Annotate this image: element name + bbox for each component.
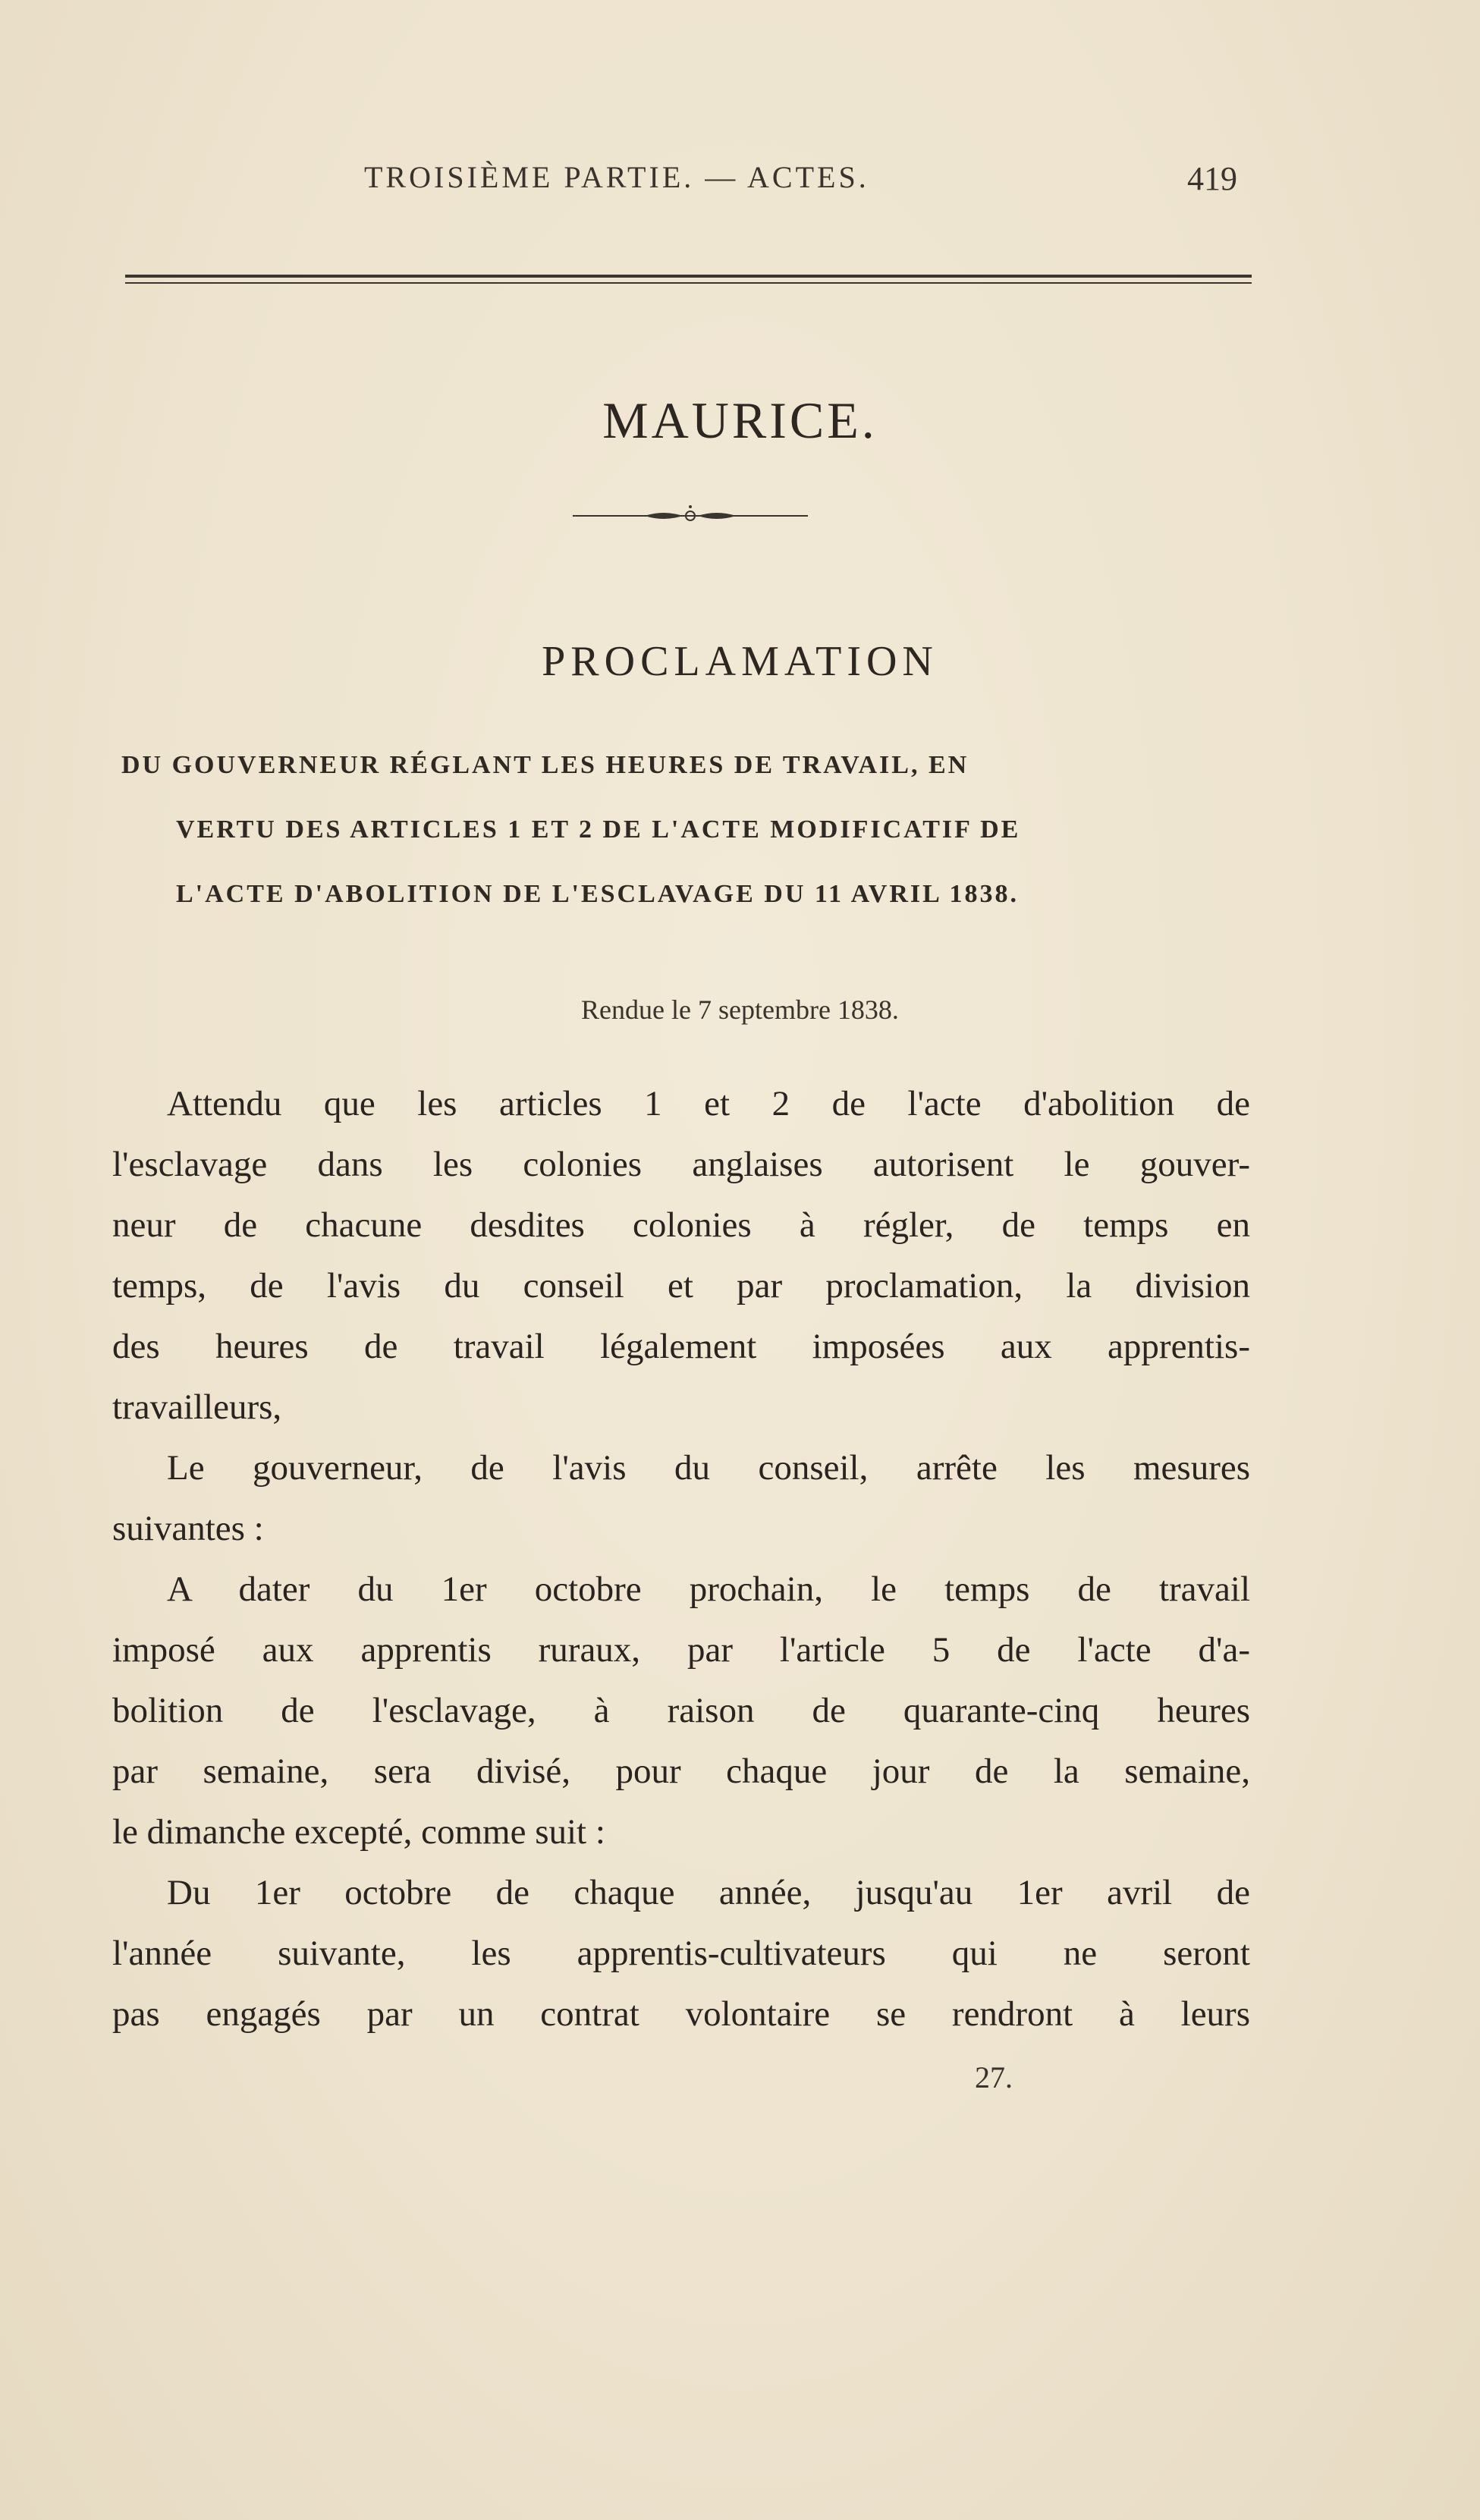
body-line: bolition de l'esclavage, à raison de quarante-cinq heures (112, 1691, 1250, 1730)
body-line: neur de chacune desdites colonies à régler, de temps en (112, 1205, 1250, 1245)
body-line: Attendu que les articles 1 et 2 de l'acte d'abolition de (167, 1084, 1250, 1123)
body-line: travailleurs, (112, 1387, 282, 1427)
proclamation-heading: PROCLAMATION (542, 638, 938, 685)
subtitle-line: DU GOUVERNEUR RÉGLANT LES HEURES DE TRAVAIL, EN (121, 751, 969, 779)
issue-date: Rendue le 7 septembre 1838. (581, 994, 899, 1025)
header-rule-thin (125, 282, 1252, 284)
body-line: le dimanche excepté, comme suit : (112, 1812, 605, 1852)
subtitle-line: L'ACTE D'ABOLITION DE L'ESCLAVAGE DU 11 AVRIL 1838. (176, 880, 1019, 908)
body-line: l'année suivante, les apprentis-cultivateurs qui ne seront (112, 1934, 1250, 1973)
body-line: par semaine, sera divisé, pour chaque jour de la semaine, (112, 1752, 1250, 1791)
body-line: temps, de l'avis du conseil et par proclamation, la division (112, 1266, 1250, 1306)
body-line: des heures de travail légalement imposées aux apprentis- (112, 1327, 1250, 1366)
page-number: 419 (1187, 160, 1237, 197)
subtitle-line: VERTU DES ARTICLES 1 ET 2 DE L'ACTE MODIFICATIF DE (176, 815, 1021, 844)
signature-mark: 27. (975, 2060, 1013, 2094)
ornament-divider-icon (573, 501, 808, 531)
header-rule-thick (125, 275, 1252, 278)
body-line: imposé aux apprentis ruraux, par l'article 5 de l'acte d'a- (112, 1630, 1250, 1670)
body-line: Du 1er octobre de chaque année, jusqu'au 1er avril de (167, 1873, 1250, 1912)
body-line: A dater du 1er octobre prochain, le temps de travail (167, 1570, 1250, 1609)
page-title: MAURICE. (602, 391, 878, 449)
body-line: Le gouverneur, de l'avis du conseil, arrête les mesures (167, 1448, 1250, 1488)
body-line: suivantes : (112, 1509, 264, 1548)
running-head: TROISIÈME PARTIE. — ACTES. (364, 160, 869, 194)
body-line: pas engagés par un contrat volontaire se rendront à leurs (112, 1994, 1250, 2034)
body-line: l'esclavage dans les colonies anglaises autorisent le gouver- (112, 1145, 1250, 1184)
